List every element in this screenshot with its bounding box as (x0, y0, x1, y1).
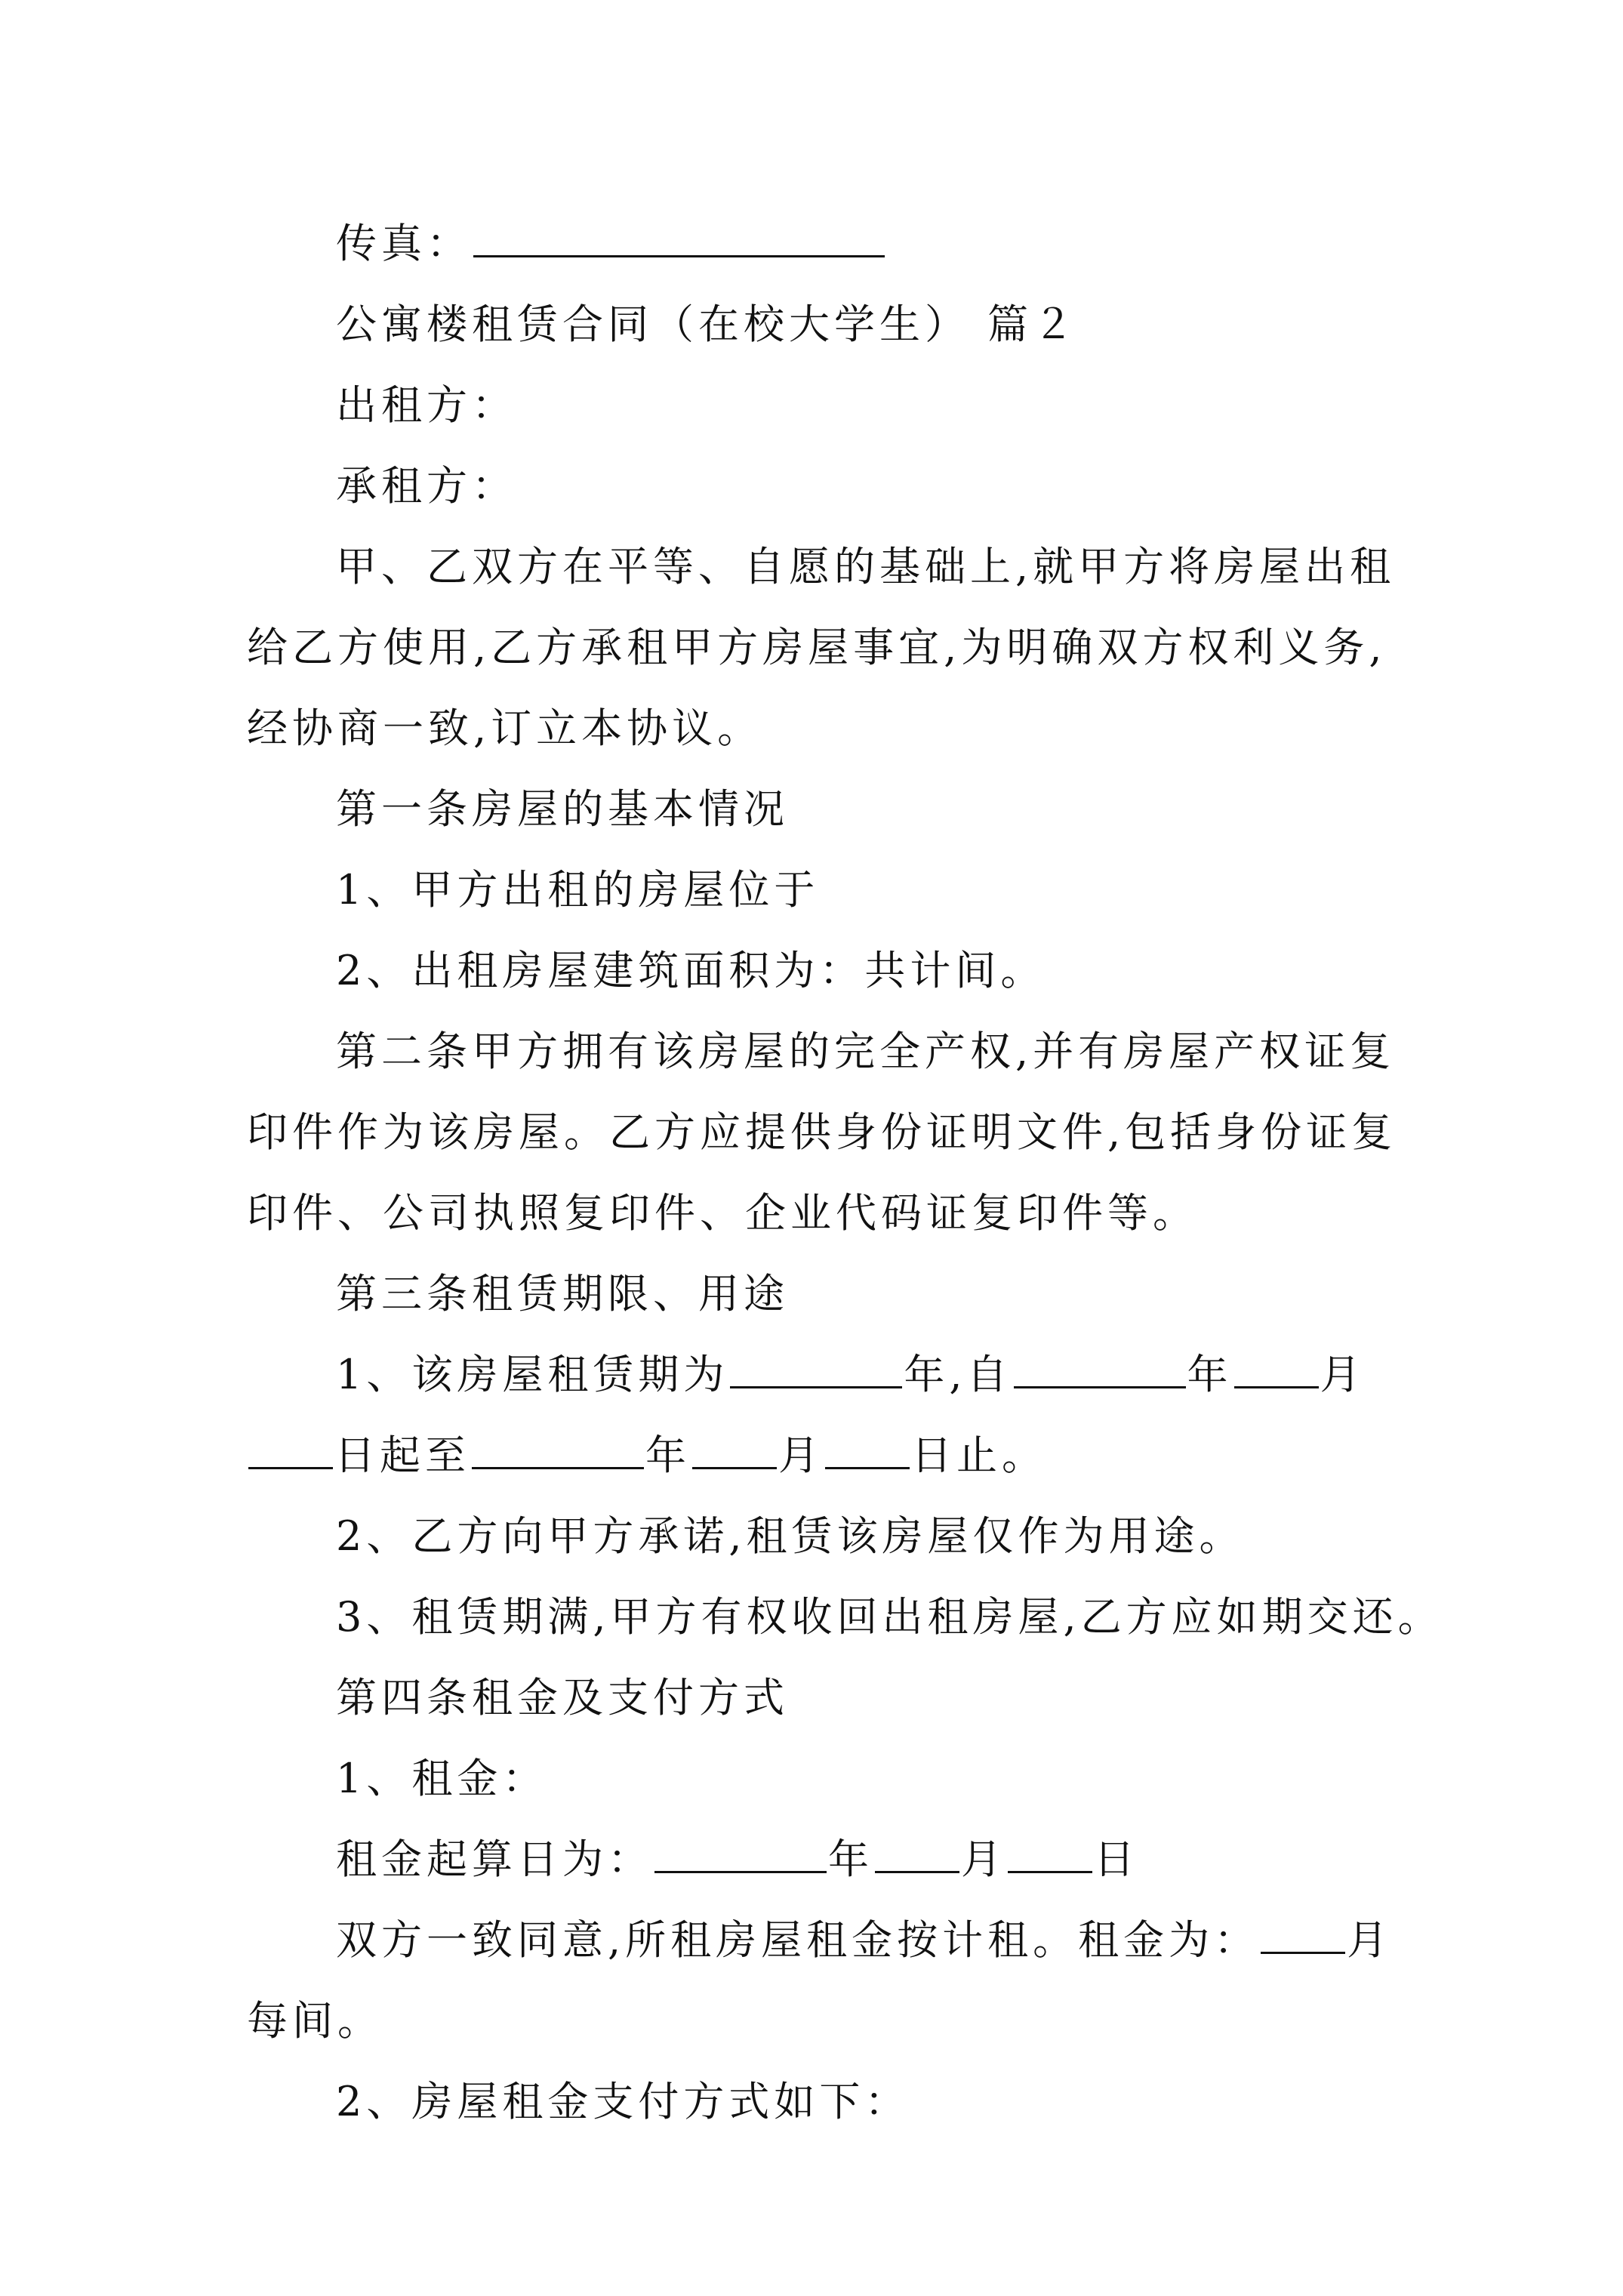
intro-line-1: 甲、乙双方在平等、自愿的基础上,就甲方将房屋出租 (336, 543, 1396, 590)
term-text-7: 月 (778, 1432, 824, 1479)
rent-start-date-line (336, 1833, 1139, 1886)
contract-title: 公寓楼租赁合同（在校大学生） 篇２ (336, 300, 1079, 348)
rent-amount-line-1 (336, 1914, 1392, 1967)
article-3-item-3: 3、租赁期满,甲方有权收回出租房屋,乙方应如期交还。 (336, 1593, 1443, 1641)
rent-amount-blank (1261, 1915, 1345, 1954)
article-2-line-3: 印件、公司执照复印件、企业代码证复印件等。 (247, 1189, 1198, 1237)
article-2-line-2: 印件作为该房屋。乙方应提供身份证明文件,包括身份证复 (247, 1108, 1397, 1156)
rent-start-year-blank (654, 1835, 827, 1873)
fax-label: 传真： (336, 220, 472, 267)
term-text-3: 年 (1187, 1351, 1233, 1398)
rent-amount-text: 双方一致同意,所租房屋租金按计租。租金为： (336, 1916, 1260, 1964)
intro-line-2: 给乙方使用,乙方承租甲方房屋事宜,为明确双方权利义务, (247, 624, 1387, 671)
term-text-4: 月 (1320, 1351, 1366, 1398)
term-text-1: 1、该房屋租赁期为 (336, 1351, 729, 1398)
article-3-item-2: 2、乙方向甲方承诺,租赁该房屋仅作为用途。 (336, 1512, 1245, 1560)
term-text-8: 日止。 (911, 1432, 1047, 1479)
rent-start-month-unit: 月 (961, 1835, 1006, 1883)
fax-blank (473, 219, 885, 257)
term-years-blank (730, 1350, 902, 1388)
start-month-blank (1234, 1350, 1319, 1388)
term-text-5: 日起至 (334, 1432, 470, 1479)
end-month-blank (692, 1431, 777, 1469)
rent-start-label: 租金起算日为： (336, 1835, 653, 1883)
term-text-6: 年 (645, 1432, 691, 1479)
lessee-label: 承租方： (336, 462, 517, 510)
article-1-item-2: 2、出租房屋建筑面积为：共计间。 (336, 947, 1046, 994)
rent-amount-unit: 月 (1347, 1916, 1393, 1964)
rent-start-year-unit: 年 (828, 1835, 873, 1883)
article-4-heading: 第四条租金及支付方式 (336, 1674, 789, 1721)
rent-start-day-blank (1008, 1835, 1092, 1873)
article-2-line-1: 第二条甲方拥有该房屋的完全产权,并有房屋产权证复 (336, 1028, 1396, 1075)
end-year-blank (472, 1431, 644, 1469)
intro-line-3: 经协商一致,订立本协议。 (247, 704, 763, 752)
rent-start-month-blank (875, 1835, 959, 1873)
lessor-label: 出租方： (336, 381, 517, 429)
rent-start-day-unit: 日 (1094, 1835, 1139, 1883)
end-day-blank (825, 1431, 910, 1469)
article-1-item-1: 1、甲方出租的房屋位于 (336, 866, 820, 914)
rent-amount-line-2: 每间。 (247, 1997, 383, 2045)
article-3-heading: 第三条租赁期限、用途 (336, 1270, 789, 1318)
start-year-blank (1014, 1350, 1186, 1388)
article-4-item-2: 2、房屋租金支付方式如下： (336, 2078, 910, 2125)
article-4-item-1: 1、租金： (336, 1755, 548, 1802)
fax-line (336, 217, 886, 270)
article-3-item-1-line-2 (247, 1429, 1047, 1482)
article-1-heading: 第一条房屋的基本情况 (336, 785, 789, 833)
term-text-2: 年,自 (904, 1351, 1012, 1398)
article-3-item-1-line-1 (336, 1348, 1366, 1401)
start-day-blank (248, 1431, 333, 1469)
